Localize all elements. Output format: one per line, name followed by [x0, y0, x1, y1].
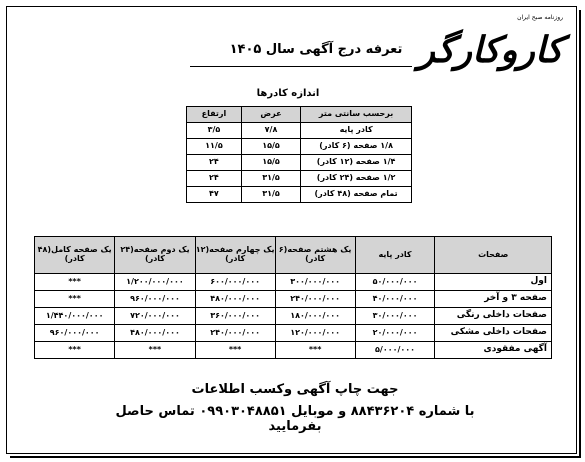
table-row — [35, 291, 552, 308]
price-cell: ۲۴۰/۰۰۰/۰۰۰ — [275, 291, 355, 308]
page-label: صفحه ۳ و آخر — [435, 291, 552, 308]
price-cell: ۲۴۰/۰۰۰/۰۰۰ — [195, 325, 275, 342]
page-title: تعرفه درج آگهی سال ۱۴۰۵ — [229, 42, 403, 57]
price-cell: ۴۸۰/۰۰۰/۰۰۰ — [195, 291, 275, 308]
size-width: ۳۱/۵ — [241, 171, 300, 187]
price-cell: ۹۶۰/۰۰۰/۰۰۰ — [35, 325, 115, 342]
size-height: ۴۷ — [187, 187, 242, 203]
price-cell: *** — [195, 342, 275, 359]
size-height: ۲۴ — [187, 155, 242, 171]
size-label: ۱/۸ صفحه (۶ کادر) — [301, 139, 412, 155]
price-cell: ۴۸۰/۰۰۰/۰۰۰ — [115, 325, 195, 342]
size-width: ۳۱/۵ — [241, 187, 300, 203]
price-cell: ۱/۴۴۰/۰۰۰/۰۰۰ — [35, 308, 115, 325]
price-cell: *** — [115, 342, 195, 359]
size-height: ۳/۵ — [187, 123, 242, 139]
price-cell: ۴۰/۰۰۰/۰۰۰ — [355, 291, 435, 308]
rates-header-cell: یک چهارم صفحه(۱۲ کادر) — [195, 237, 275, 274]
table-row — [35, 342, 552, 359]
size-width: ۷/۸ — [241, 123, 300, 139]
size-height: ۱۱/۵ — [187, 139, 242, 155]
price-cell: ۳۰/۰۰۰/۰۰۰ — [355, 308, 435, 325]
size-label: تمام صفحه (۴۸ کادر) — [301, 187, 412, 203]
rates-header-row — [35, 237, 552, 274]
price-cell: ۹۶۰/۰۰۰/۰۰۰ — [115, 291, 195, 308]
page-label: اول — [435, 274, 552, 291]
price-cell: *** — [35, 274, 115, 291]
price-cell: *** — [35, 291, 115, 308]
size-width: ۱۵/۵ — [241, 155, 300, 171]
table-row — [35, 274, 552, 291]
page-label: آگهی مفقودی — [435, 342, 552, 359]
price-cell: ۱۸۰/۰۰۰/۰۰۰ — [275, 308, 355, 325]
sizes-header-cell: ارتفاع — [187, 107, 242, 123]
price-cell: *** — [275, 342, 355, 359]
sizes-header-cell: برحسب سانتی متر — [301, 107, 412, 123]
price-cell: ۳۶۰/۰۰۰/۰۰۰ — [195, 308, 275, 325]
size-label: ۱/۲ صفحه (۲۴ کادر) — [301, 171, 412, 187]
price-cell: *** — [35, 342, 115, 359]
price-cell: ۷۲۰/۰۰۰/۰۰۰ — [115, 308, 195, 325]
table-row — [35, 325, 552, 342]
price-cell: ۶۰۰/۰۰۰/۰۰۰ — [195, 274, 275, 291]
sizes-header-row — [187, 107, 412, 123]
brand-logo: کاروکارگر — [417, 30, 563, 71]
sizes-header-cell: عرض — [241, 107, 300, 123]
rates-table — [34, 236, 552, 359]
price-cell: ۵/۰۰۰/۰۰۰ — [355, 342, 435, 359]
rates-header-cell: یک صفحه کامل(۴۸ کادر) — [35, 237, 115, 274]
price-cell: ۱۲۰/۰۰۰/۰۰۰ — [275, 325, 355, 342]
table-row — [187, 139, 412, 155]
rates-header-cell: یک دوم صفحه(۲۴ کادر) — [115, 237, 195, 274]
rates-header-cell: یک هشتم صفحه(۶ کادر) — [275, 237, 355, 274]
title-underline — [190, 66, 412, 67]
table-row — [35, 308, 552, 325]
sizes-heading: اندازه کادرها — [256, 88, 320, 99]
table-row — [187, 123, 412, 139]
contact-details: با شماره ۸۸۴۳۶۲۰۴ و موبایل ۰۹۹۰۳۰۴۸۸۵۱ تماس حاصل بفرمایید — [115, 404, 475, 434]
price-cell: ۲۰/۰۰۰/۰۰۰ — [355, 325, 435, 342]
size-label: کادر پایه — [301, 123, 412, 139]
price-cell: ۵۰/۰۰۰/۰۰۰ — [355, 274, 435, 291]
sizes-table — [186, 106, 412, 203]
table-row — [187, 187, 412, 203]
price-cell: ۳۰۰/۰۰۰/۰۰۰ — [275, 274, 355, 291]
size-height: ۲۴ — [187, 171, 242, 187]
contact-heading: جهت چاپ آگهی وکسب اطلاعات — [191, 382, 399, 397]
table-row — [187, 155, 412, 171]
brand-subtitle: روزنامه صبح ایران — [517, 14, 563, 21]
size-label: ۱/۴ صفحه (۱۲ کادر) — [301, 155, 412, 171]
table-row — [187, 171, 412, 187]
page-label: صفحات داخلی رنگی — [435, 308, 552, 325]
rates-header-cell: کادر پایه — [355, 237, 435, 274]
page-label: صفحات داخلی مشکی — [435, 325, 552, 342]
size-width: ۱۵/۵ — [241, 139, 300, 155]
price-cell: ۱/۲۰۰/۰۰۰/۰۰۰ — [115, 274, 195, 291]
rates-header-cell: صفحات — [435, 237, 552, 274]
